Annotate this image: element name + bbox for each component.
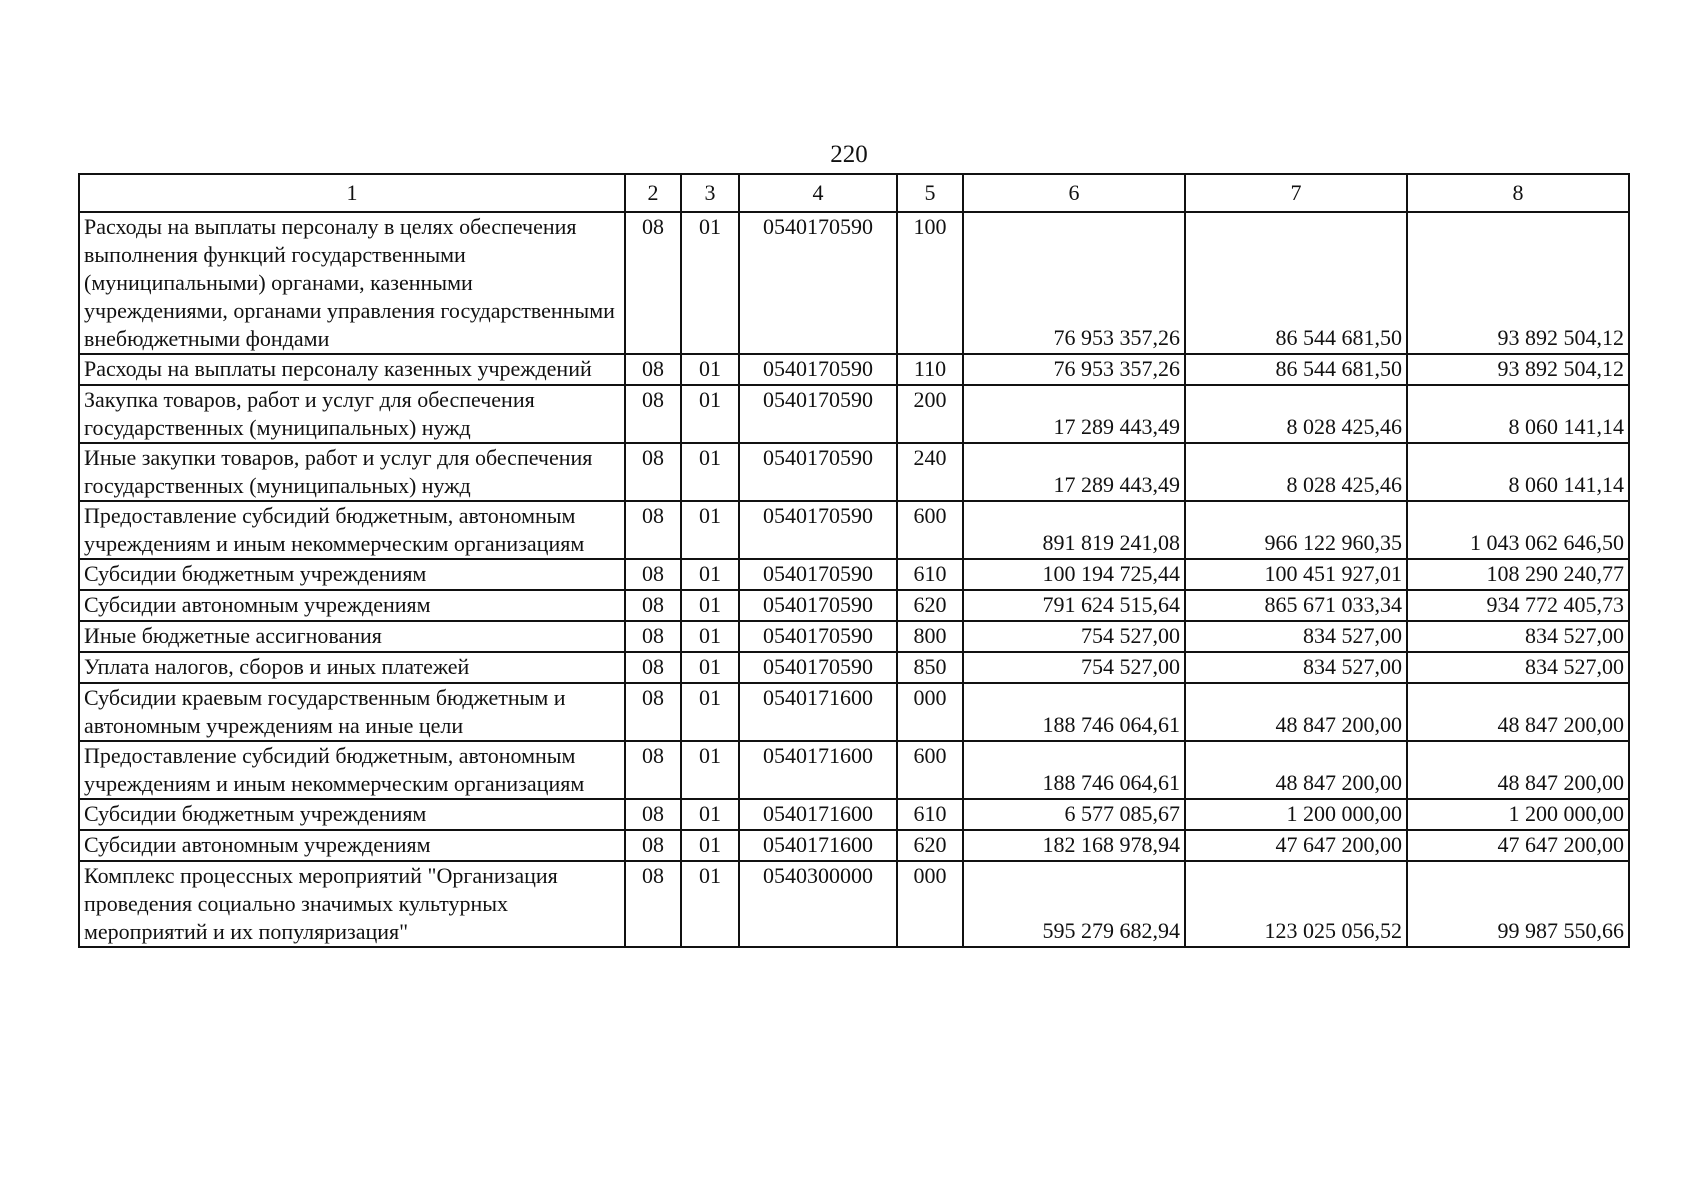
table-row [79,212,1629,354]
row-name: Субсидии автономным учреждениям [79,830,625,861]
row-amount-8: 934 772 405,73 [1407,590,1629,621]
row-expense-type: 240 [897,443,963,501]
row-amount-6: 188 746 064,61 [963,683,1185,741]
header-row [79,174,1629,212]
row-amount-8: 93 892 504,12 [1407,212,1629,354]
row-subsection: 01 [681,621,739,652]
row-target-code: 0540300000 [739,861,897,947]
column-header-5: 5 [897,174,963,212]
column-header-2: 2 [625,174,681,212]
row-amount-7: 865 671 033,34 [1185,590,1407,621]
row-amount-8: 93 892 504,12 [1407,354,1629,385]
table-row [79,501,1629,559]
row-amount-7: 834 527,00 [1185,621,1407,652]
row-expense-type: 100 [897,212,963,354]
row-amount-8: 48 847 200,00 [1407,741,1629,799]
row-subsection: 01 [681,212,739,354]
row-subsection: 01 [681,443,739,501]
row-amount-7: 966 122 960,35 [1185,501,1407,559]
row-section: 08 [625,830,681,861]
row-amount-6: 6 577 085,67 [963,799,1185,830]
table-row [79,652,1629,683]
column-header-4: 4 [739,174,897,212]
column-header-7: 7 [1185,174,1407,212]
row-target-code: 0540171600 [739,830,897,861]
row-subsection: 01 [681,741,739,799]
row-target-code: 0540171600 [739,741,897,799]
row-amount-7: 48 847 200,00 [1185,741,1407,799]
row-amount-8: 8 060 141,14 [1407,443,1629,501]
table-row [79,621,1629,652]
row-target-code: 0540170590 [739,443,897,501]
table-row [79,590,1629,621]
row-target-code: 0540170590 [739,212,897,354]
row-expense-type: 620 [897,590,963,621]
row-target-code: 0540170590 [739,385,897,443]
row-amount-7: 48 847 200,00 [1185,683,1407,741]
row-subsection: 01 [681,830,739,861]
row-name: Иные бюджетные ассигнования [79,621,625,652]
row-amount-8: 48 847 200,00 [1407,683,1629,741]
row-expense-type: 850 [897,652,963,683]
row-expense-type: 610 [897,799,963,830]
row-amount-8: 99 987 550,66 [1407,861,1629,947]
column-header-6: 6 [963,174,1185,212]
budget-table [78,173,1630,948]
row-amount-8: 8 060 141,14 [1407,385,1629,443]
row-expense-type: 800 [897,621,963,652]
row-section: 08 [625,861,681,947]
row-section: 08 [625,212,681,354]
table-row [79,861,1629,947]
row-amount-8: 47 647 200,00 [1407,830,1629,861]
row-expense-type: 610 [897,559,963,590]
row-section: 08 [625,590,681,621]
row-name: Закупка товаров, работ и услуг для обеспечения государственных (муниципальных) нужд [79,385,625,443]
row-expense-type: 200 [897,385,963,443]
column-header-3: 3 [681,174,739,212]
row-amount-7: 47 647 200,00 [1185,830,1407,861]
row-section: 08 [625,799,681,830]
row-amount-7: 123 025 056,52 [1185,861,1407,947]
table-row [79,799,1629,830]
row-subsection: 01 [681,501,739,559]
row-section: 08 [625,652,681,683]
row-target-code: 0540170590 [739,621,897,652]
row-section: 08 [625,683,681,741]
row-name: Иные закупки товаров, работ и услуг для обеспечения государственных (муниципальных) нужд [79,443,625,501]
row-amount-6: 100 194 725,44 [963,559,1185,590]
row-section: 08 [625,501,681,559]
row-amount-6: 595 279 682,94 [963,861,1185,947]
row-amount-8: 108 290 240,77 [1407,559,1629,590]
row-expense-type: 000 [897,861,963,947]
row-amount-7: 100 451 927,01 [1185,559,1407,590]
row-amount-6: 17 289 443,49 [963,385,1185,443]
row-amount-6: 891 819 241,08 [963,501,1185,559]
row-name: Субсидии бюджетным учреждениям [79,799,625,830]
row-amount-8: 834 527,00 [1407,652,1629,683]
row-amount-6: 182 168 978,94 [963,830,1185,861]
page-number: 220 [830,141,868,168]
row-expense-type: 000 [897,683,963,741]
row-expense-type: 110 [897,354,963,385]
row-expense-type: 600 [897,741,963,799]
table-row [79,354,1629,385]
row-name: Предоставление субсидий бюджетным, автономным учреждениям и иным некоммерческим организациям [79,741,625,799]
row-target-code: 0540170590 [739,559,897,590]
table-row [79,683,1629,741]
row-expense-type: 600 [897,501,963,559]
row-amount-7: 8 028 425,46 [1185,443,1407,501]
row-name: Расходы на выплаты персоналу в целях обеспечения выполнения функций государственными (муниципальными) органами, казенными учреждениями, органами управления государственными внебюджетными фондами [79,212,625,354]
row-subsection: 01 [681,559,739,590]
row-section: 08 [625,354,681,385]
table-row [79,830,1629,861]
row-section: 08 [625,443,681,501]
row-section: 08 [625,741,681,799]
table-header [79,174,1629,212]
table-row [79,385,1629,443]
row-amount-8: 834 527,00 [1407,621,1629,652]
row-amount-6: 754 527,00 [963,652,1185,683]
row-subsection: 01 [681,652,739,683]
row-amount-7: 86 544 681,50 [1185,212,1407,354]
row-amount-7: 86 544 681,50 [1185,354,1407,385]
row-amount-6: 17 289 443,49 [963,443,1185,501]
row-name: Комплекс процессных мероприятий "Организация проведения социально значимых культурных мероприятий и их популяризация" [79,861,625,947]
row-name: Предоставление субсидий бюджетным, автономным учреждениям и иным некоммерческим организациям [79,501,625,559]
row-subsection: 01 [681,385,739,443]
row-name: Субсидии краевым государственным бюджетным и автономным учреждениям на иные цели [79,683,625,741]
row-amount-6: 76 953 357,26 [963,212,1185,354]
row-amount-8: 1 200 000,00 [1407,799,1629,830]
row-subsection: 01 [681,354,739,385]
row-target-code: 0540170590 [739,354,897,385]
row-amount-8: 1 043 062 646,50 [1407,501,1629,559]
row-amount-7: 834 527,00 [1185,652,1407,683]
row-subsection: 01 [681,683,739,741]
column-header-8: 8 [1407,174,1629,212]
row-section: 08 [625,621,681,652]
row-name: Субсидии бюджетным учреждениям [79,559,625,590]
table-row [79,559,1629,590]
row-name: Расходы на выплаты персоналу казенных учреждений [79,354,625,385]
row-name: Уплата налогов, сборов и иных платежей [79,652,625,683]
row-section: 08 [625,385,681,443]
row-subsection: 01 [681,799,739,830]
row-amount-6: 76 953 357,26 [963,354,1185,385]
row-subsection: 01 [681,590,739,621]
table-body [79,212,1629,947]
row-expense-type: 620 [897,830,963,861]
row-section: 08 [625,559,681,590]
row-target-code: 0540170590 [739,652,897,683]
table-row [79,443,1629,501]
row-amount-6: 754 527,00 [963,621,1185,652]
row-amount-7: 1 200 000,00 [1185,799,1407,830]
row-name: Субсидии автономным учреждениям [79,590,625,621]
row-amount-6: 188 746 064,61 [963,741,1185,799]
row-amount-7: 8 028 425,46 [1185,385,1407,443]
row-amount-6: 791 624 515,64 [963,590,1185,621]
row-target-code: 0540171600 [739,799,897,830]
table-row [79,741,1629,799]
row-target-code: 0540170590 [739,590,897,621]
row-target-code: 0540171600 [739,683,897,741]
row-subsection: 01 [681,861,739,947]
row-target-code: 0540170590 [739,501,897,559]
column-header-1: 1 [79,174,625,212]
